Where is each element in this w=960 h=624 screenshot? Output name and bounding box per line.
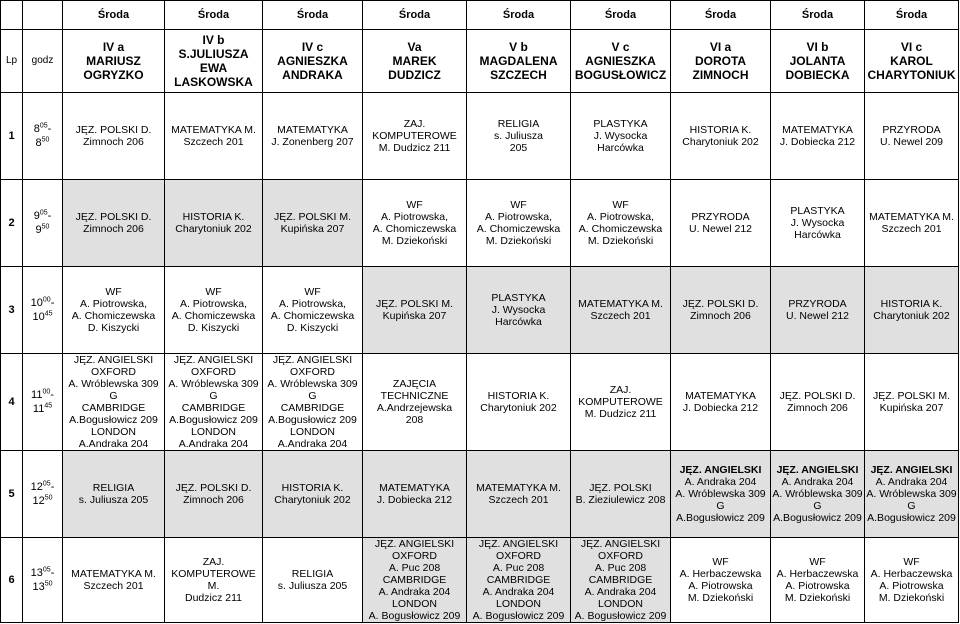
lesson-cell <box>671 267 771 354</box>
end-minute: 50 <box>41 136 50 144</box>
lesson-text: JĘZ. ANGIELSKI A. Andraka 204 A. Wróblewska 309 G A.Bogusłowicz 209 <box>866 464 957 524</box>
lesson-text: HISTORIA K. Charytoniuk 202 <box>480 390 557 414</box>
lesson-cell <box>571 267 671 354</box>
lesson-text: MATEMATYKA M. Szczech 201 <box>171 124 256 148</box>
godz-header: godz <box>23 30 63 93</box>
end-minute: 45 <box>44 402 53 410</box>
class-header: IV c AGNIESZKA ANDRAKA <box>263 30 363 93</box>
lesson-cell <box>571 538 671 623</box>
lesson-text: PRZYRODA U. Newel 212 <box>688 211 753 235</box>
lesson-cell <box>363 354 467 451</box>
end-minute: 50 <box>41 223 50 231</box>
corner-cell <box>1 1 23 30</box>
lesson-cell <box>671 180 771 267</box>
start-minute: 00 <box>42 296 51 304</box>
lesson-text: RELIGIA s. Juliusza 205 <box>493 118 544 154</box>
lesson-cell <box>771 180 865 267</box>
lesson-text: WF A. Piotrowska, A. Chomiczewska D. Kiszycki <box>270 286 355 334</box>
lesson-cell <box>263 538 363 623</box>
lesson-text: ZAJ. KOMPUTEROWE M. Dudzicz 211 <box>372 118 457 154</box>
lesson-text: JĘZ. ANGIELSKI OXFORD A. Puc 208 CAMBRIDGE A. Andraka 204 LONDON A. Bogusłowicz 209 <box>368 538 461 622</box>
lesson-text: MATEMATYKA M. Szczech 201 <box>476 482 561 506</box>
end-minute: 50 <box>44 580 53 588</box>
day-header-row <box>1 1 959 30</box>
lesson-cell <box>571 180 671 267</box>
lesson-time <box>23 538 63 623</box>
lesson-cell <box>363 267 467 354</box>
start-minute: 05 <box>39 122 48 130</box>
class-header: VI c KAROL CHARYTONIUK <box>865 30 959 93</box>
subject-title: JĘZ. ANGIELSKI <box>870 464 953 476</box>
lesson-text: WF A. Herbaczewska A. Piotrowska M. Dziekoński <box>679 556 762 604</box>
lesson-text: PLASTYKA J. Wysocka Harcówka <box>491 292 546 328</box>
time-separator: - <box>50 567 55 579</box>
lesson-cell <box>263 267 363 354</box>
lesson-cell <box>63 354 165 451</box>
lesson-cell <box>63 93 165 180</box>
lesson-text: JĘZ. POLSKI B. Zieziulewicz 208 <box>575 482 666 506</box>
lesson-text: HISTORIA K. Charytoniuk 202 <box>274 482 351 506</box>
end-hour: 9 <box>35 224 42 236</box>
lesson-text: ZAJ. KOMPUTEROWE M. Dudzicz 211 <box>578 384 663 420</box>
lesson-cell <box>467 267 571 354</box>
start-minute: 05 <box>42 566 51 574</box>
lesson-cell <box>165 180 263 267</box>
lesson-time <box>23 93 63 180</box>
lesson-text: PLASTYKA J. Wysocka Harcówka <box>593 118 648 154</box>
lesson-text: JĘZ. ANGIELSKI OXFORD A. Wróblewska 309 G CAMBRIDGE A.Bogusłowicz 209 LONDON A.Andraka 204 <box>68 354 159 450</box>
lesson-text: MATEMATYKA M. Szczech 201 <box>71 568 156 592</box>
class-header: V c AGNIESZKA BOGUSŁOWICZ <box>571 30 671 93</box>
subject-title: JĘZ. ANGIELSKI <box>776 464 859 476</box>
time-separator: - <box>50 389 54 401</box>
subject-title: JĘZ. ANGIELSKI <box>679 464 762 476</box>
lesson-text: JĘZ. POLSKI M. Kupińska 207 <box>375 298 454 322</box>
lesson-cell <box>865 538 959 623</box>
end-minute: 45 <box>44 310 53 318</box>
lesson-text: JĘZ. ANGIELSKI OXFORD A. Puc 208 CAMBRIDGE A. Andraka 204 LONDON A. Bogusłowicz 209 <box>472 538 565 622</box>
class-header: VI b JOLANTA DOBIECKA <box>771 30 865 93</box>
lesson-text: MATEMATYKA J. Dobiecka 212 <box>779 124 856 148</box>
lesson-cell <box>865 93 959 180</box>
lesson-text: MATEMATYKA J. Zonenberg 207 <box>271 124 354 148</box>
lesson-cell <box>865 451 959 538</box>
lesson-text: RELIGIA s. Juliusza 205 <box>78 482 149 506</box>
day-cell: Środa <box>771 1 865 30</box>
lesson-time <box>23 180 63 267</box>
lesson-cell <box>63 451 165 538</box>
lesson-time <box>23 267 63 354</box>
lesson-text: MATEMATYKA J. Dobiecka 212 <box>376 482 453 506</box>
lesson-text: JĘZ. POLSKI D. Zimnoch 206 <box>779 390 856 414</box>
lesson-cell <box>63 267 165 354</box>
lesson-cell <box>63 180 165 267</box>
lesson-text: PRZYRODA U. Newel 212 <box>785 298 850 322</box>
lesson-text: PRZYRODA U. Newel 209 <box>879 124 944 148</box>
lesson-cell <box>467 180 571 267</box>
day-cell: Środa <box>363 1 467 30</box>
day-cell: Środa <box>165 1 263 30</box>
start-minute: 05 <box>42 480 51 488</box>
lesson-cell <box>165 267 263 354</box>
lesson-number: 5 <box>1 451 23 538</box>
lesson-cell <box>865 267 959 354</box>
lesson-text: PLASTYKA J. Wysocka Harcówka <box>790 205 845 241</box>
time-separator: - <box>47 210 52 222</box>
lesson-text: MATEMATYKA J. Dobiecka 212 <box>682 390 759 414</box>
start-hour: 13 <box>30 567 43 579</box>
lesson-cell <box>865 180 959 267</box>
lesson-cell <box>263 451 363 538</box>
lesson-text: WF A. Herbaczewska A. Piotrowska M. Dziekoński <box>870 556 953 604</box>
lesson-text: MATEMATYKA M. Szczech 201 <box>578 298 663 322</box>
class-header: IV b S.JULIUSZA EWA LASKOWSKA <box>165 30 263 93</box>
lesson-text: JĘZ. ANGIELSKI OXFORD A. Wróblewska 309 G CAMBRIDGE A.Bogusłowicz 209 LONDON A.Andraka 204 <box>267 354 358 450</box>
lesson-cell <box>671 354 771 451</box>
start-hour: 12 <box>30 481 43 493</box>
corner-cell <box>23 1 63 30</box>
lesson-text: HISTORIA K. Charytoniuk 202 <box>682 124 759 148</box>
class-header: V b MAGDALENA SZCZECH <box>467 30 571 93</box>
lesson-cell <box>263 354 363 451</box>
lesson-text: WF A. Piotrowska, A. Chomiczewska M. Dziekoński <box>372 199 457 247</box>
class-header: Va MAREK DUDZICZ <box>363 30 467 93</box>
lesson-text: JĘZ. POLSKI D. Zimnoch 206 <box>75 124 152 148</box>
lesson-cell <box>263 93 363 180</box>
day-cell: Środa <box>571 1 671 30</box>
end-hour: 11 <box>32 403 45 415</box>
lesson-cell <box>165 538 263 623</box>
lesson-cell <box>263 180 363 267</box>
lesson-cell <box>363 538 467 623</box>
lesson-cell <box>771 267 865 354</box>
lesson-row <box>1 180 959 267</box>
lesson-number: 4 <box>1 354 23 451</box>
lesson-text: JĘZ. POLSKI D. Zimnoch 206 <box>75 211 152 235</box>
day-cell: Środa <box>263 1 363 30</box>
lesson-cell <box>571 451 671 538</box>
lesson-time <box>23 451 63 538</box>
lp-header: Lp <box>1 30 23 93</box>
lesson-cell <box>771 538 865 623</box>
start-minute: 05 <box>39 209 48 217</box>
end-hour: 8 <box>35 137 42 149</box>
class-header: IV a MARIUSZ OGRYZKO <box>63 30 165 93</box>
lesson-cell <box>363 93 467 180</box>
lesson-text: JĘZ. POLSKI D. Zimnoch 206 <box>682 298 759 322</box>
lesson-text: RELIGIA s. Juliusza 205 <box>277 568 348 592</box>
lesson-cell <box>671 451 771 538</box>
lesson-cell <box>363 451 467 538</box>
day-cell: Środa <box>63 1 165 30</box>
time-separator: - <box>50 481 55 493</box>
lesson-text: JĘZ. ANGIELSKI OXFORD A. Wróblewska 309 G CAMBRIDGE A.Bogusłowicz 209 LONDON A.Andraka 204 <box>168 354 259 450</box>
lesson-row <box>1 267 959 354</box>
lesson-row <box>1 354 959 451</box>
lesson-cell <box>63 538 165 623</box>
lesson-text: JĘZ. POLSKI D. Zimnoch 206 <box>175 482 252 506</box>
lesson-row <box>1 93 959 180</box>
start-hour: 10 <box>30 297 43 309</box>
day-cell: Środa <box>865 1 959 30</box>
start-hour: 8 <box>33 123 40 135</box>
start-hour: 11 <box>31 389 43 401</box>
lesson-cell <box>771 93 865 180</box>
lesson-number: 1 <box>1 93 23 180</box>
end-minute: 50 <box>44 494 53 502</box>
lesson-number: 2 <box>1 180 23 267</box>
lesson-cell <box>865 354 959 451</box>
lesson-text: JĘZ. ANGIELSKI OXFORD A. Puc 208 CAMBRIDGE A. Andraka 204 LONDON A. Bogusłowicz 209 <box>574 538 667 622</box>
lesson-cell <box>671 93 771 180</box>
lesson-text: WF A. Piotrowska, A. Chomiczewska M. Dziekoński <box>578 199 663 247</box>
lesson-text: WF A. Piotrowska, A. Chomiczewska M. Dziekoński <box>476 199 561 247</box>
lesson-row <box>1 538 959 623</box>
lesson-text: MATEMATYKA M. Szczech 201 <box>869 211 954 235</box>
lesson-cell <box>467 451 571 538</box>
lesson-text: HISTORIA K. Charytoniuk 202 <box>873 298 950 322</box>
start-hour: 9 <box>33 210 40 222</box>
day-cell: Środa <box>671 1 771 30</box>
end-hour: 13 <box>32 581 45 593</box>
lesson-text: WF A. Herbaczewska A. Piotrowska M. Dziekoński <box>776 556 859 604</box>
time-separator: - <box>47 123 52 135</box>
lesson-cell <box>363 180 467 267</box>
lesson-cell <box>467 538 571 623</box>
lesson-time <box>23 354 63 451</box>
lesson-text: JĘZ. POLSKI M. Kupińska 207 <box>872 390 951 414</box>
lesson-cell <box>467 354 571 451</box>
lesson-text: ZAJĘCIA TECHNICZNE A.Andrzejewska 208 <box>376 378 453 426</box>
lesson-cell <box>771 354 865 451</box>
lesson-cell <box>771 451 865 538</box>
lesson-text: JĘZ. POLSKI M. Kupińska 207 <box>273 211 352 235</box>
lesson-cell <box>165 93 263 180</box>
lesson-cell <box>165 451 263 538</box>
lesson-text: ZAJ. KOMPUTEROWE M. Dudzicz 211 <box>171 556 256 604</box>
lesson-text: HISTORIA K. Charytoniuk 202 <box>175 211 252 235</box>
lesson-cell <box>571 354 671 451</box>
lesson-number: 3 <box>1 267 23 354</box>
lesson-text: JĘZ. ANGIELSKI A. Andraka 204 A. Wróblewska 309 G A.Bogusłowicz 209 <box>675 464 766 524</box>
day-cell: Środa <box>467 1 571 30</box>
time-separator: - <box>50 297 55 309</box>
lesson-cell <box>165 354 263 451</box>
class-header-row <box>1 30 959 93</box>
lesson-row <box>1 451 959 538</box>
lesson-number: 6 <box>1 538 23 623</box>
lesson-cell <box>671 538 771 623</box>
class-header: VI a DOROTA ZIMNOCH <box>671 30 771 93</box>
lesson-text: JĘZ. ANGIELSKI A. Andraka 204 A. Wróblewska 309 G A.Bogusłowicz 209 <box>772 464 863 524</box>
lesson-text: WF A. Piotrowska, A. Chomiczewska D. Kiszycki <box>71 286 156 334</box>
lesson-cell <box>467 93 571 180</box>
end-hour: 10 <box>32 311 45 323</box>
lesson-cell <box>571 93 671 180</box>
start-minute: 00 <box>42 388 51 396</box>
lesson-text: WF A. Piotrowska, A. Chomiczewska D. Kiszycki <box>171 286 256 334</box>
end-hour: 12 <box>32 495 45 507</box>
